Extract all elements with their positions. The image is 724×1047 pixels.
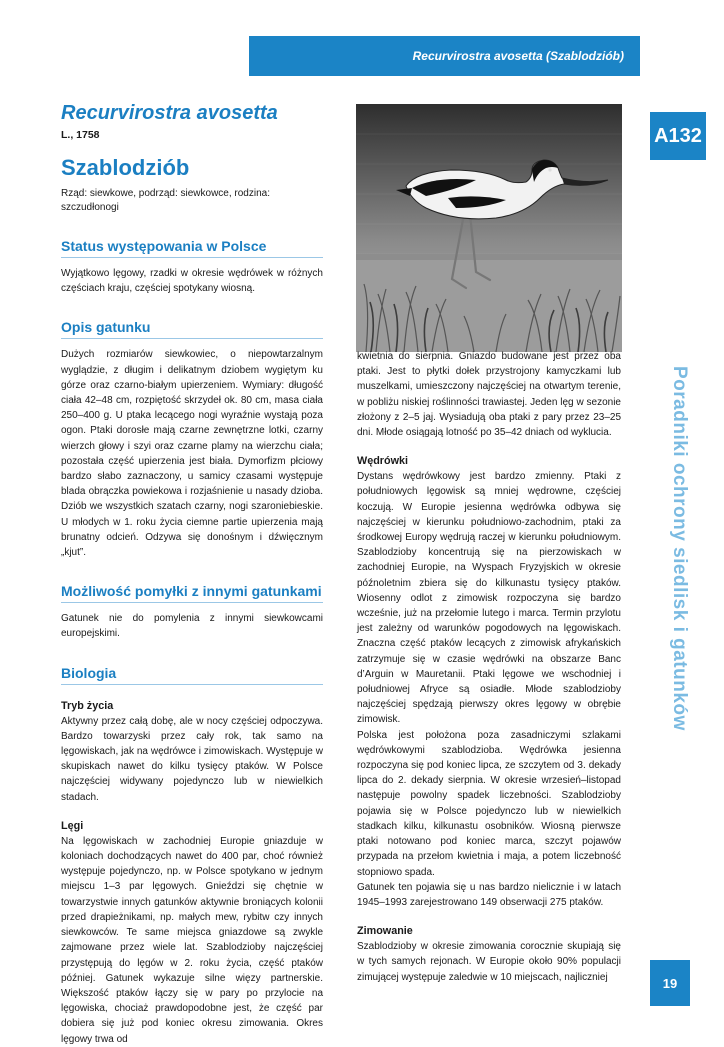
header-title: Recurvirostra avosetta (Szablodziób) bbox=[412, 49, 624, 63]
lifestyle-text: Aktywny przez całą dobę, ale w nocy częściej odpoczywa. Bardzo towarzyski przez cały rok, tak samo na lęgowiskach, jak na wędrówce i zimowiskach. Występuje w skupiskach nawet do kilku tysięcy ptaków. W Polsce najczęściej widywany pojedynczo lub w niewielkich stadach. bbox=[61, 715, 323, 803]
status-heading: Status występowania w Polsce bbox=[61, 237, 323, 258]
breeding-text-continued: kwietnia do sierpnia. Gniazdo budowane jest przez oba ptaki. Jest to płytki dołek przystrojony kamyczkami lub muszelkami, umieszczony najczęściej na otwartym terenie, w pobliżu niskiej roślinności trawiastej. Jeden lęg w sezonie złożony z 2–5 jaj. Wysiadują oba ptaki z pary przez 23–25 dni. Młode osiągają lotność po 35–42 dniach od wyklucia. bbox=[357, 351, 621, 439]
breeding-subheading: Lęgi bbox=[61, 819, 84, 832]
species-polish-name: Szablodziób bbox=[61, 155, 190, 180]
species-code-badge bbox=[650, 112, 706, 160]
species-author: L., 1758 bbox=[61, 129, 100, 141]
wintering-text: Szablodzioby w okresie zimowania corocznie skupiają się w tych samych rejonach. W Europie około 90% populacji zimującej występuje zaledwie w 10 miejscach, najliczniej bbox=[357, 941, 621, 983]
series-vertical-title bbox=[648, 366, 688, 778]
migration-text: Dystans wędrówkowy jest bardzo zmienny. Ptaki z południowych lęgowisk są mniej wędrowne, częściej koczują. W Europie jesienna wędrówka odbywa się najczęściej w kierunku południowo-zachodnim, ptaki za środkowej Europy wędrują raczej w kierunku południowym. Szablodzioby koncentrują się na pierzowiskach w zachodniej Europie, na Wyspach Fryzyjskich w okresie późnoletnim zbiera się do kilkunastu tysięcy ptaków. Wiosenny odlot z zimowisk rozpoczyna się bardzo wcześnie, już na przełomie lutego i marca. Termin przylotu jest zależny od warunków pogodowych na lęgowiskach. Znaczna część ptaków lecących z zimowisk afrykańskich zatrzymuje się w czasie wędrówki na obszarze Banc d’Arguin w Mauretanii. Ptaki lęgowe we wschodniej i południowej Afryce są osiadłe. Młode szablodzioby najczęściej spędzają pierwszy okres lęgowy w obrębie zimowisk. bbox=[357, 471, 621, 726]
confusion-text: Gatunek nie do pomylenia z innymi siewkowcami europejskimi. bbox=[61, 613, 323, 640]
right-column bbox=[357, 349, 621, 985]
page-number: 19 bbox=[662, 975, 678, 991]
wintering-subheading: Zimowanie bbox=[357, 925, 413, 938]
biology-heading: Biologia bbox=[61, 664, 323, 685]
migration-text-3: Gatunek ten pojawia się u nas bardzo nielicznie i w latach 1945–1993 zarejestrowano 149 obserwacji 275 ptaków. bbox=[357, 881, 621, 908]
left-column bbox=[61, 100, 323, 1047]
series-title-text: Poradniki ochrony siedlisk i gatunków bbox=[669, 366, 690, 731]
taxonomy-line: Rząd: siewkowe, podrząd: siewkowce, rodzina: szczudłonogi bbox=[61, 188, 270, 213]
migration-text-2: Polska jest położona poza zasadniczymi szlakami wędrówkowymi szablodzioba. Wędrówka jesienna rozpoczyna się pod koniec lipca, ze szczytem od 3. dekady lipca do 2. dekady sierpnia. W okresie wrzesień–listopad następuje powolny spadek liczebności. Szablodzioby pojawia się w Polsce pojedynczo lub w niewielkich stadkach kilku, kilkunastu osobników. Wiosną pierwsze ptaki notowano pod koniec marca, szczyt pojawów przypada na przełom kwietnia i maja, a potem liczebność stopniowo spada. bbox=[357, 729, 621, 878]
page-header-bar bbox=[249, 36, 640, 76]
avocet-illustration bbox=[356, 104, 622, 352]
confusion-heading: Możliwość pomyłki z innymi gatunkami bbox=[61, 582, 323, 603]
description-text: Dużych rozmiarów siewkowiec, o niepowtarzalnym wyglądzie, z długim i delikatnym dziobem wygiętym ku górze oraz czarno-białym upierzeniem. Wymiary: długość ciała 42–48 cm, rozpiętość skrzydeł ok. 80 cm, masa ciała 250–400 g. U ptaka lecącego nogi wyraźnie wystają poza ogon. Ptaki dorosłe mają czarne zewnętrzne lotki, czarny wierzch głowy i szyi oraz czarne plamy na wierzchu ciała; pozostała część upierzenia jest biała. Dymorfizm płciowy bardzo słabo zaznaczony, u samicy czasami występuje blada obrączka powiekowa i rozjaśnienie u nasady dzioba. Dziób we wszystkich szatach czarny, nogi szaroniebieskie. U młodych w 1. roku życia ciemne partie upierzenia mają brunatny odcień. Odzywa się donośnym i dźwięcznym „kjut”. bbox=[61, 349, 323, 559]
page-number-badge bbox=[650, 960, 690, 1006]
breeding-text: Na lęgowiskach w zachodniej Europie gniazduje w koloniach dochodzących nawet do 400 par, choć również występuje pojedynczo, np. w Polsce spotykano w jednym miejscu 1–3 par lęgowych. Gnieździ się chętnie w towarzystwie innych gatunków aktywnie broniących kolonii przed drapieżnikami, np. małych mew, rybitw czy innych siewkowców. Te same miejsca gniazdowe są zwykle zajmowane przez wiele lat. Szablodzioby najczęściej przystępują do lęgów w 2. roku życia, część ptaków później. Gatunek wykazuje silne więzy partnerskie. Większość ptaków łączy się w pary po przylocie na lęgowiska, chociaż prawdopodobne jest, że część par dobiera się już pod koniec okresu zimowania. Okres lęgowy trwa od bbox=[61, 835, 323, 1045]
status-text: Wyjątkowo lęgowy, rzadki w okresie wędrówek w różnych częściach kraju, częściej spotykany wiosną. bbox=[61, 268, 323, 295]
species-latin-name: Recurvirostra avosetta bbox=[61, 102, 278, 124]
description-heading: Opis gatunku bbox=[61, 318, 323, 339]
lifestyle-subheading: Tryb życia bbox=[61, 699, 114, 712]
species-code: A132 bbox=[654, 124, 702, 147]
avocet-drawing bbox=[356, 104, 622, 352]
migration-subheading: Wędrówki bbox=[357, 455, 408, 468]
